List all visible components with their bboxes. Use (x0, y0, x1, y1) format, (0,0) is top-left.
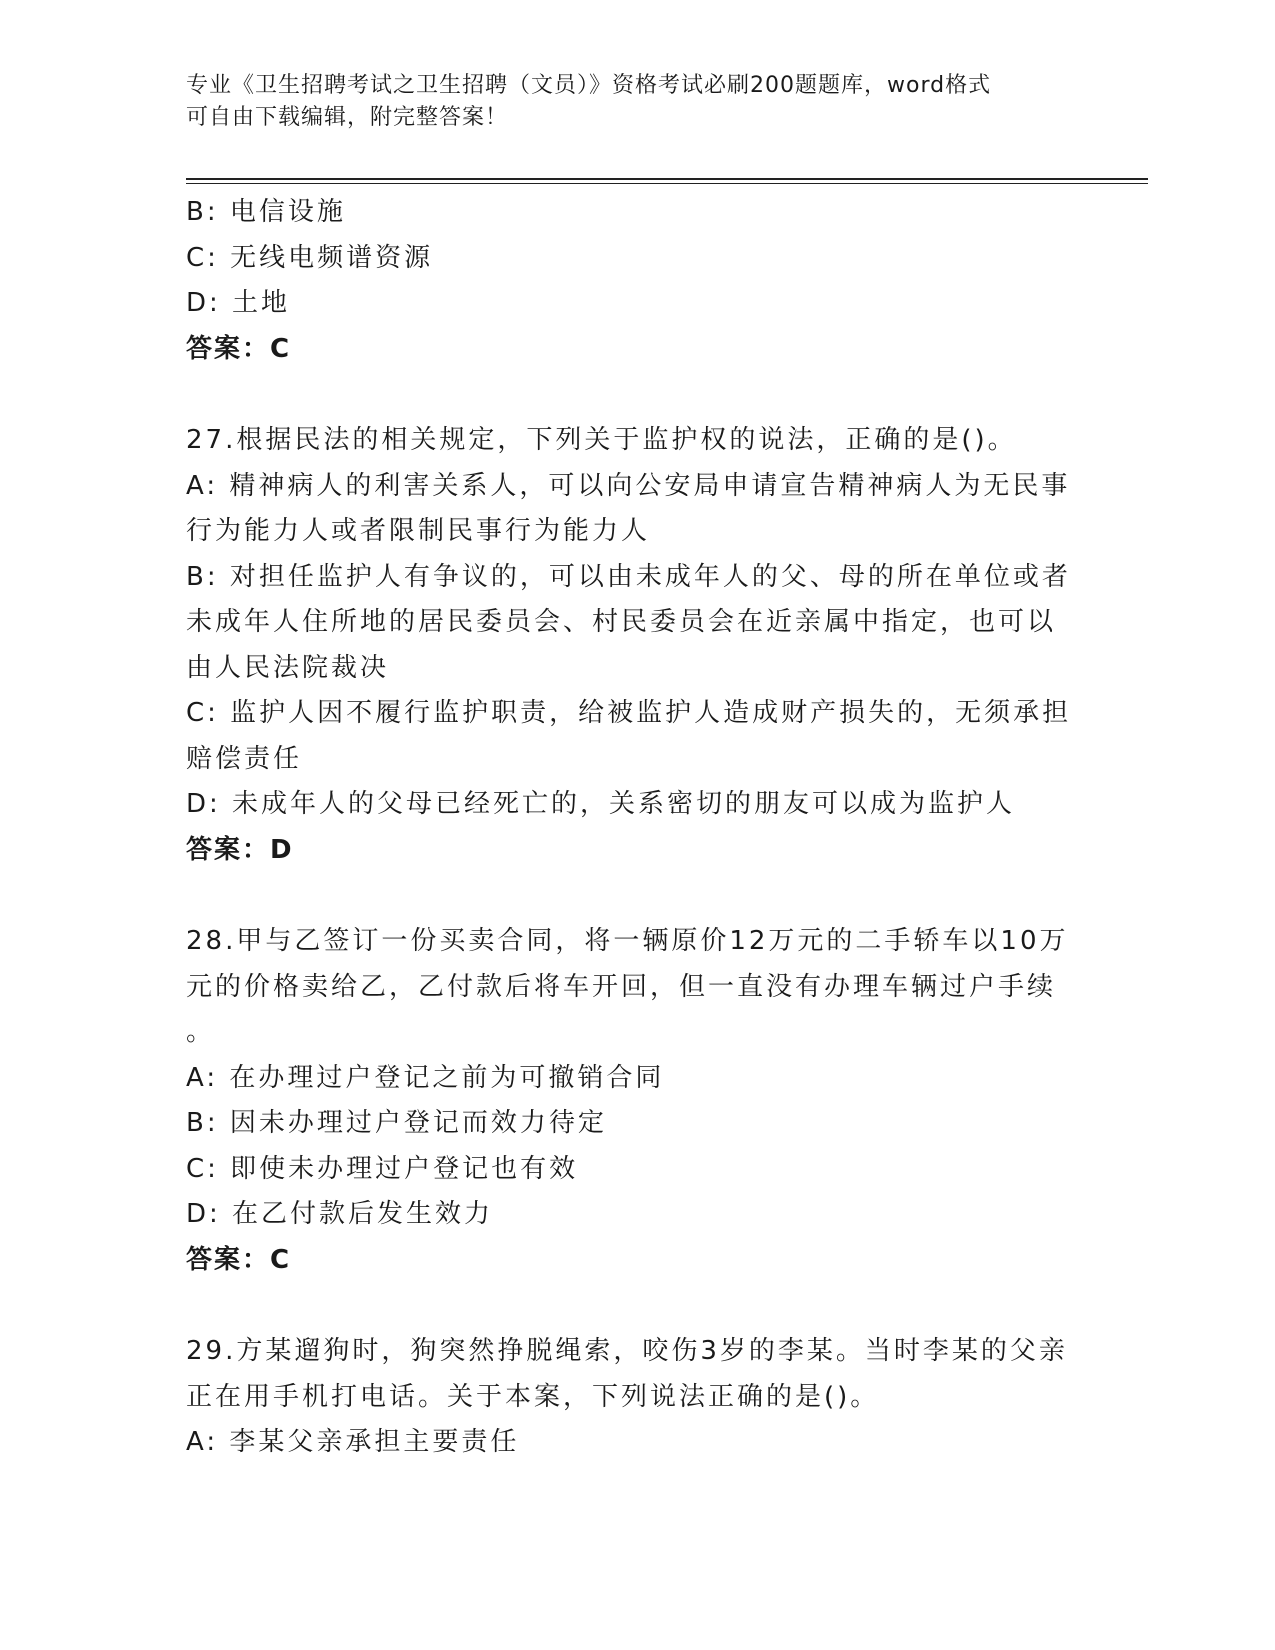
q29-stem-line-1: 29.方某遛狗时，狗突然挣脱绳索，咬伤3岁的李某。当时李某的父亲 (186, 1336, 1068, 1366)
q28-option-d: D: 在乙付款后发生效力 (186, 1199, 494, 1229)
q29-stem-line-2: 正在用手机打电话。关于本案，下列说法正确的是()。 (186, 1381, 880, 1412)
q28-stem-line-2: 元的价格卖给乙，乙付款后将车开回，但一直没有办理车辆过户手续 (186, 971, 1057, 1002)
q27-option-c-line-1: C: 监护人因不履行监护职责，给被监护人造成财产损失的，无须承担 (186, 698, 1072, 728)
q26-option-d: D: 土地 (186, 288, 291, 318)
header-divider-thin (186, 183, 1148, 184)
header-divider-thick (186, 178, 1148, 180)
question-26 (186, 190, 1086, 372)
q27-option-a-line-1: A: 精神病人的利害关系人，可以向公安局申请宣告精神病人为无民事 (186, 470, 1071, 501)
q27-option-c-line-2: 赔偿责任 (186, 743, 303, 774)
question-28 (186, 919, 1086, 1283)
spacer (186, 372, 1086, 418)
q27-option-a-line-2: 行为能力人或者限制民事行为能力人 (186, 516, 651, 546)
spacer (186, 1283, 1086, 1329)
question-27 (186, 418, 1086, 873)
q28-option-c: C: 即使未办理过户登记也有效 (186, 1153, 579, 1184)
q27-option-b-line-1: B: 对担任监护人有争议的，可以由未成年人的父、母的所在单位或者 (186, 561, 1071, 592)
q26-option-c: C: 无线电频谱资源 (186, 242, 434, 273)
q28-stem-line-1: 28.甲与乙签订一份买卖合同，将一辆原价12万元的二手轿车以10万 (186, 926, 1069, 956)
question-29 (186, 1329, 1086, 1466)
q26-option-b: B: 电信设施 (186, 197, 346, 227)
q28-stem-line-3: 。 (186, 1017, 216, 1047)
q27-option-d: D: 未成年人的父母已经死亡的，关系密切的朋友可以成为监护人 (186, 789, 1016, 819)
q28-option-a: A: 在办理过户登记之前为可撤销合同 (186, 1062, 665, 1093)
q28-option-b: B: 因未办理过户登记而效力待定 (186, 1108, 607, 1138)
q27-stem: 27.根据民法的相关规定，下列关于监护权的说法，正确的是()。 (186, 425, 1017, 455)
q26-answer: 答案：C (186, 333, 292, 364)
header-title-line-2: 可自由下载编辑，附完整答案！ (186, 105, 509, 130)
question-list (186, 190, 1086, 1466)
header-title-line-1: 专业《卫生招聘考试之卫生招聘（文员）》资格考试必刷200题题库，word格式 (186, 73, 992, 98)
q28-answer: 答案：C (186, 1244, 292, 1275)
q27-option-b-line-2: 未成年人住所地的居民委员会、村民委员会在近亲属中指定，也可以 (186, 607, 1057, 637)
q29-option-a: A: 李某父亲承担主要责任 (186, 1427, 520, 1457)
q27-option-b-line-3: 由人民法院裁决 (186, 652, 390, 683)
q27-answer: 答案：D (186, 834, 294, 865)
spacer (186, 873, 1086, 919)
page-header (186, 70, 1086, 134)
